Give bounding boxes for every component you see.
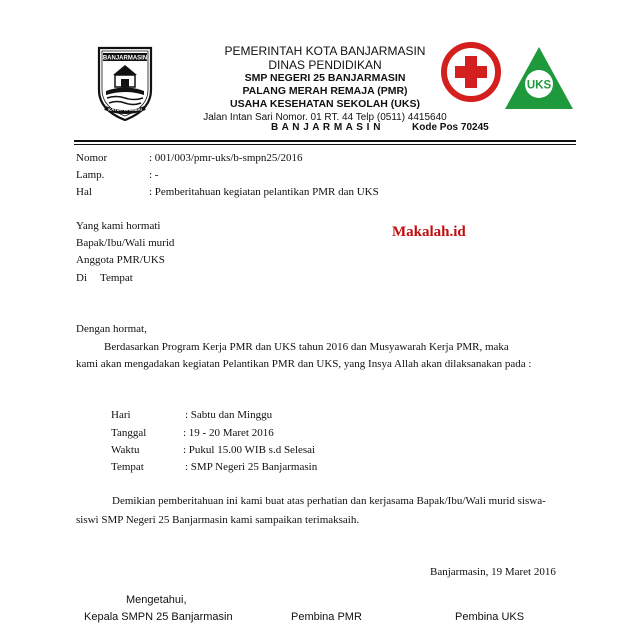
schedule-value-date: : 19 - 20 Maret 2016 — [183, 427, 274, 439]
schedule-value-place: : SMP Negeri 25 Banjarmasin — [185, 461, 318, 473]
recipient-parents: Bapak/Ibu/Wali murid — [76, 237, 175, 249]
schedule-label-date: Tanggal — [111, 427, 147, 439]
recipient-di: Di — [76, 272, 87, 284]
recipient-members: Anggota PMR/UKS — [76, 254, 165, 266]
letterhead-text — [180, 44, 470, 124]
letterhead-address: Jalan Intan Sari Nomor. 01 RT. 44 Telp (0511) 4415640 — [203, 112, 447, 123]
uks-supervisor-title: Pembina UKS — [455, 611, 525, 623]
letterhead-agency: DINAS PENDIDIKAN — [268, 58, 382, 72]
letterhead-divider — [74, 140, 576, 142]
letterhead-divider-thin — [74, 144, 576, 145]
recipient-place: Tempat — [100, 272, 133, 284]
recipient-greeting: Yang kami hormati — [76, 220, 161, 232]
schedule-label-day: Hari — [111, 409, 131, 421]
nomor-label: Nomor — [76, 152, 108, 164]
svg-text:BANJARMASIN: BANJARMASIN — [102, 55, 148, 62]
principal-title: Kepala SMPN 25 Banjarmasin — [84, 611, 233, 623]
pmr-supervisor-title: Pembina PMR — [291, 611, 362, 623]
svg-text:UKS: UKS — [526, 79, 552, 92]
closing-line-1: Demikian pemberitahuan ini kami buat atas perhatian dan kerjasama Bapak/Ibu/Wali murid siswa- — [112, 495, 546, 507]
letterhead-pmr: PALANG MERAH REMAJA (PMR) — [242, 85, 408, 97]
salutation: Dengan hormat, — [76, 323, 147, 335]
letterhead-uks: USAHA KESEHATAN SEKOLAH (UKS) — [230, 98, 420, 110]
lamp-label: Lamp. — [76, 169, 105, 181]
watermark: Makalah.id — [392, 224, 466, 240]
letterhead-postal-code: Kode Pos 70245 — [412, 122, 489, 133]
nomor-value: : 001/003/pmr-uks/b-smpn25/2016 — [149, 152, 303, 164]
hal-value: : Pemberitahuan kegiatan pelantikan PMR dan UKS — [149, 186, 379, 198]
schedule-label-place: Tempat — [111, 461, 144, 473]
closing-line-2: siswi SMP Negeri 25 Banjarmasin kami sampaikan terimaksaih. — [76, 514, 360, 526]
date-place: Banjarmasin, 19 Maret 2016 — [430, 566, 556, 578]
body-paragraph-line-1: Berdasarkan Program Kerja PMR dan UKS tahun 2016 dan Musyawarah Kerja PMR, maka — [104, 341, 509, 353]
letterhead-city: B A N J A R M A S I N — [271, 122, 381, 133]
mengetahui-label: Mengetahui, — [126, 594, 187, 606]
city-emblem-logo — [93, 44, 157, 122]
schedule-value-day: : Sabtu dan Minggu — [185, 409, 273, 421]
body-paragraph-line-2: kami akan mengadakan kegiatan Pelantikan PMR dan UKS, yang Insya Allah akan dilaksanakan pada : — [76, 358, 532, 370]
letterhead-school: SMP NEGERI 25 BANJARMASIN — [244, 72, 406, 84]
letterhead-government: PEMERINTAH KOTA BANJARMASIN — [224, 44, 426, 58]
schedule-label-time: Waktu — [111, 444, 140, 456]
uks-logo — [503, 44, 575, 112]
lamp-value: : - — [149, 169, 159, 181]
pmr-red-cross-logo — [439, 40, 503, 104]
schedule-value-time: : Pukul 15.00 WIB s.d Selesai — [183, 444, 316, 456]
svg-text:KAYUH BAIMBAI: KAYUH BAIMBAI — [108, 107, 142, 112]
hal-label: Hal — [76, 186, 92, 198]
